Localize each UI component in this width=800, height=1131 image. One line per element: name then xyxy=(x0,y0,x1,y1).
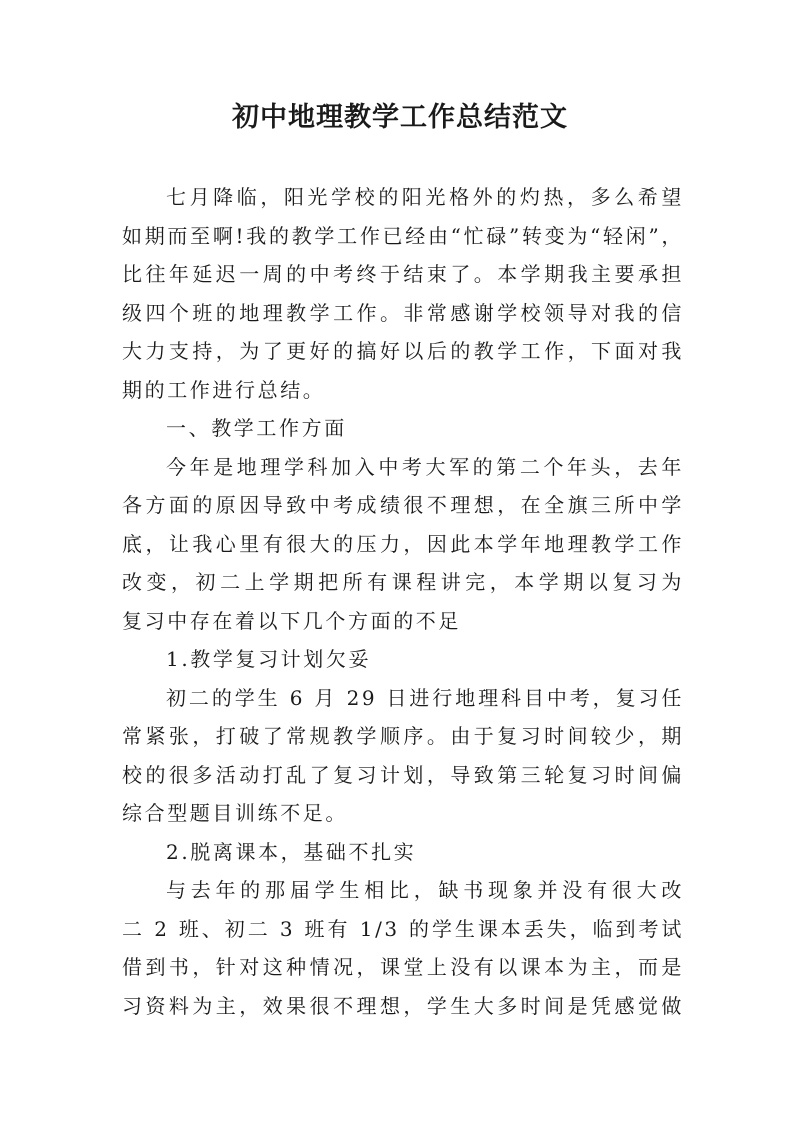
text-line: 习资料为主，效果很不理想，学生大多时间是凭感觉做 xyxy=(122,993,684,1018)
text-line: 各方面的原因导致中考成绩很不理想，在全旗三所中学 xyxy=(122,493,684,517)
text-line: 2.脱离课本，基础不扎实 xyxy=(166,839,417,864)
text-line: 1.教学复习计划欠妥 xyxy=(166,647,372,671)
document-body xyxy=(122,178,684,1025)
text-line: 今年是地理学科加入中考大军的第二个年头，去年 xyxy=(166,454,684,479)
text-line: 二 2 班、初二 3 班有 1/3 的学生课本丢失，临到考试 xyxy=(122,916,684,941)
text-line: 改变，初二上学期把所有课程讲完，本学期以复习为 xyxy=(122,570,684,594)
text-line: 如期而至啊!我的教学工作已经由“忙碌”转变为“轻闲”， xyxy=(122,223,684,248)
text-line: 期的工作进行总结。 xyxy=(122,377,326,402)
text-line: 一、教学工作方面 xyxy=(166,416,347,440)
text-line: 初二的学生 6 月 29 日进行地理科目中考，复习任 xyxy=(166,685,684,710)
text-line: 复习中存在着以下几个方面的不足 xyxy=(122,608,461,633)
text-line: 底，让我心里有很大的压力，因此本学年地理教学工作 xyxy=(122,531,684,556)
text-line: 比往年延迟一周的中考终于结束了。本学期我主要承担 xyxy=(122,262,684,286)
text-line: 级四个班的地理教学工作。非常感谢学校领导对我的信 xyxy=(122,300,684,325)
text-line: 借到书，针对这种情况，课堂上没有以课本为主，而是 xyxy=(122,955,684,979)
document-title: 初中地理教学工作总结范文 xyxy=(232,102,568,133)
text-line: 综合型题目训练不足。 xyxy=(122,801,348,825)
text-line: 常紧张，打破了常规教学顺序。由于复习时间较少，期 xyxy=(122,724,684,748)
text-line: 大力支持，为了更好的搞好以后的教学工作，下面对我 xyxy=(122,339,684,363)
text-line: 七月降临，阳光学校的阳光格外的灼热，多么希望 xyxy=(166,185,684,209)
text-line: 校的很多活动打乱了复习计划，导致第三轮复习时间偏 xyxy=(122,762,684,787)
text-line: 与去年的那届学生相比，缺书现象并没有很大改 xyxy=(166,878,684,902)
